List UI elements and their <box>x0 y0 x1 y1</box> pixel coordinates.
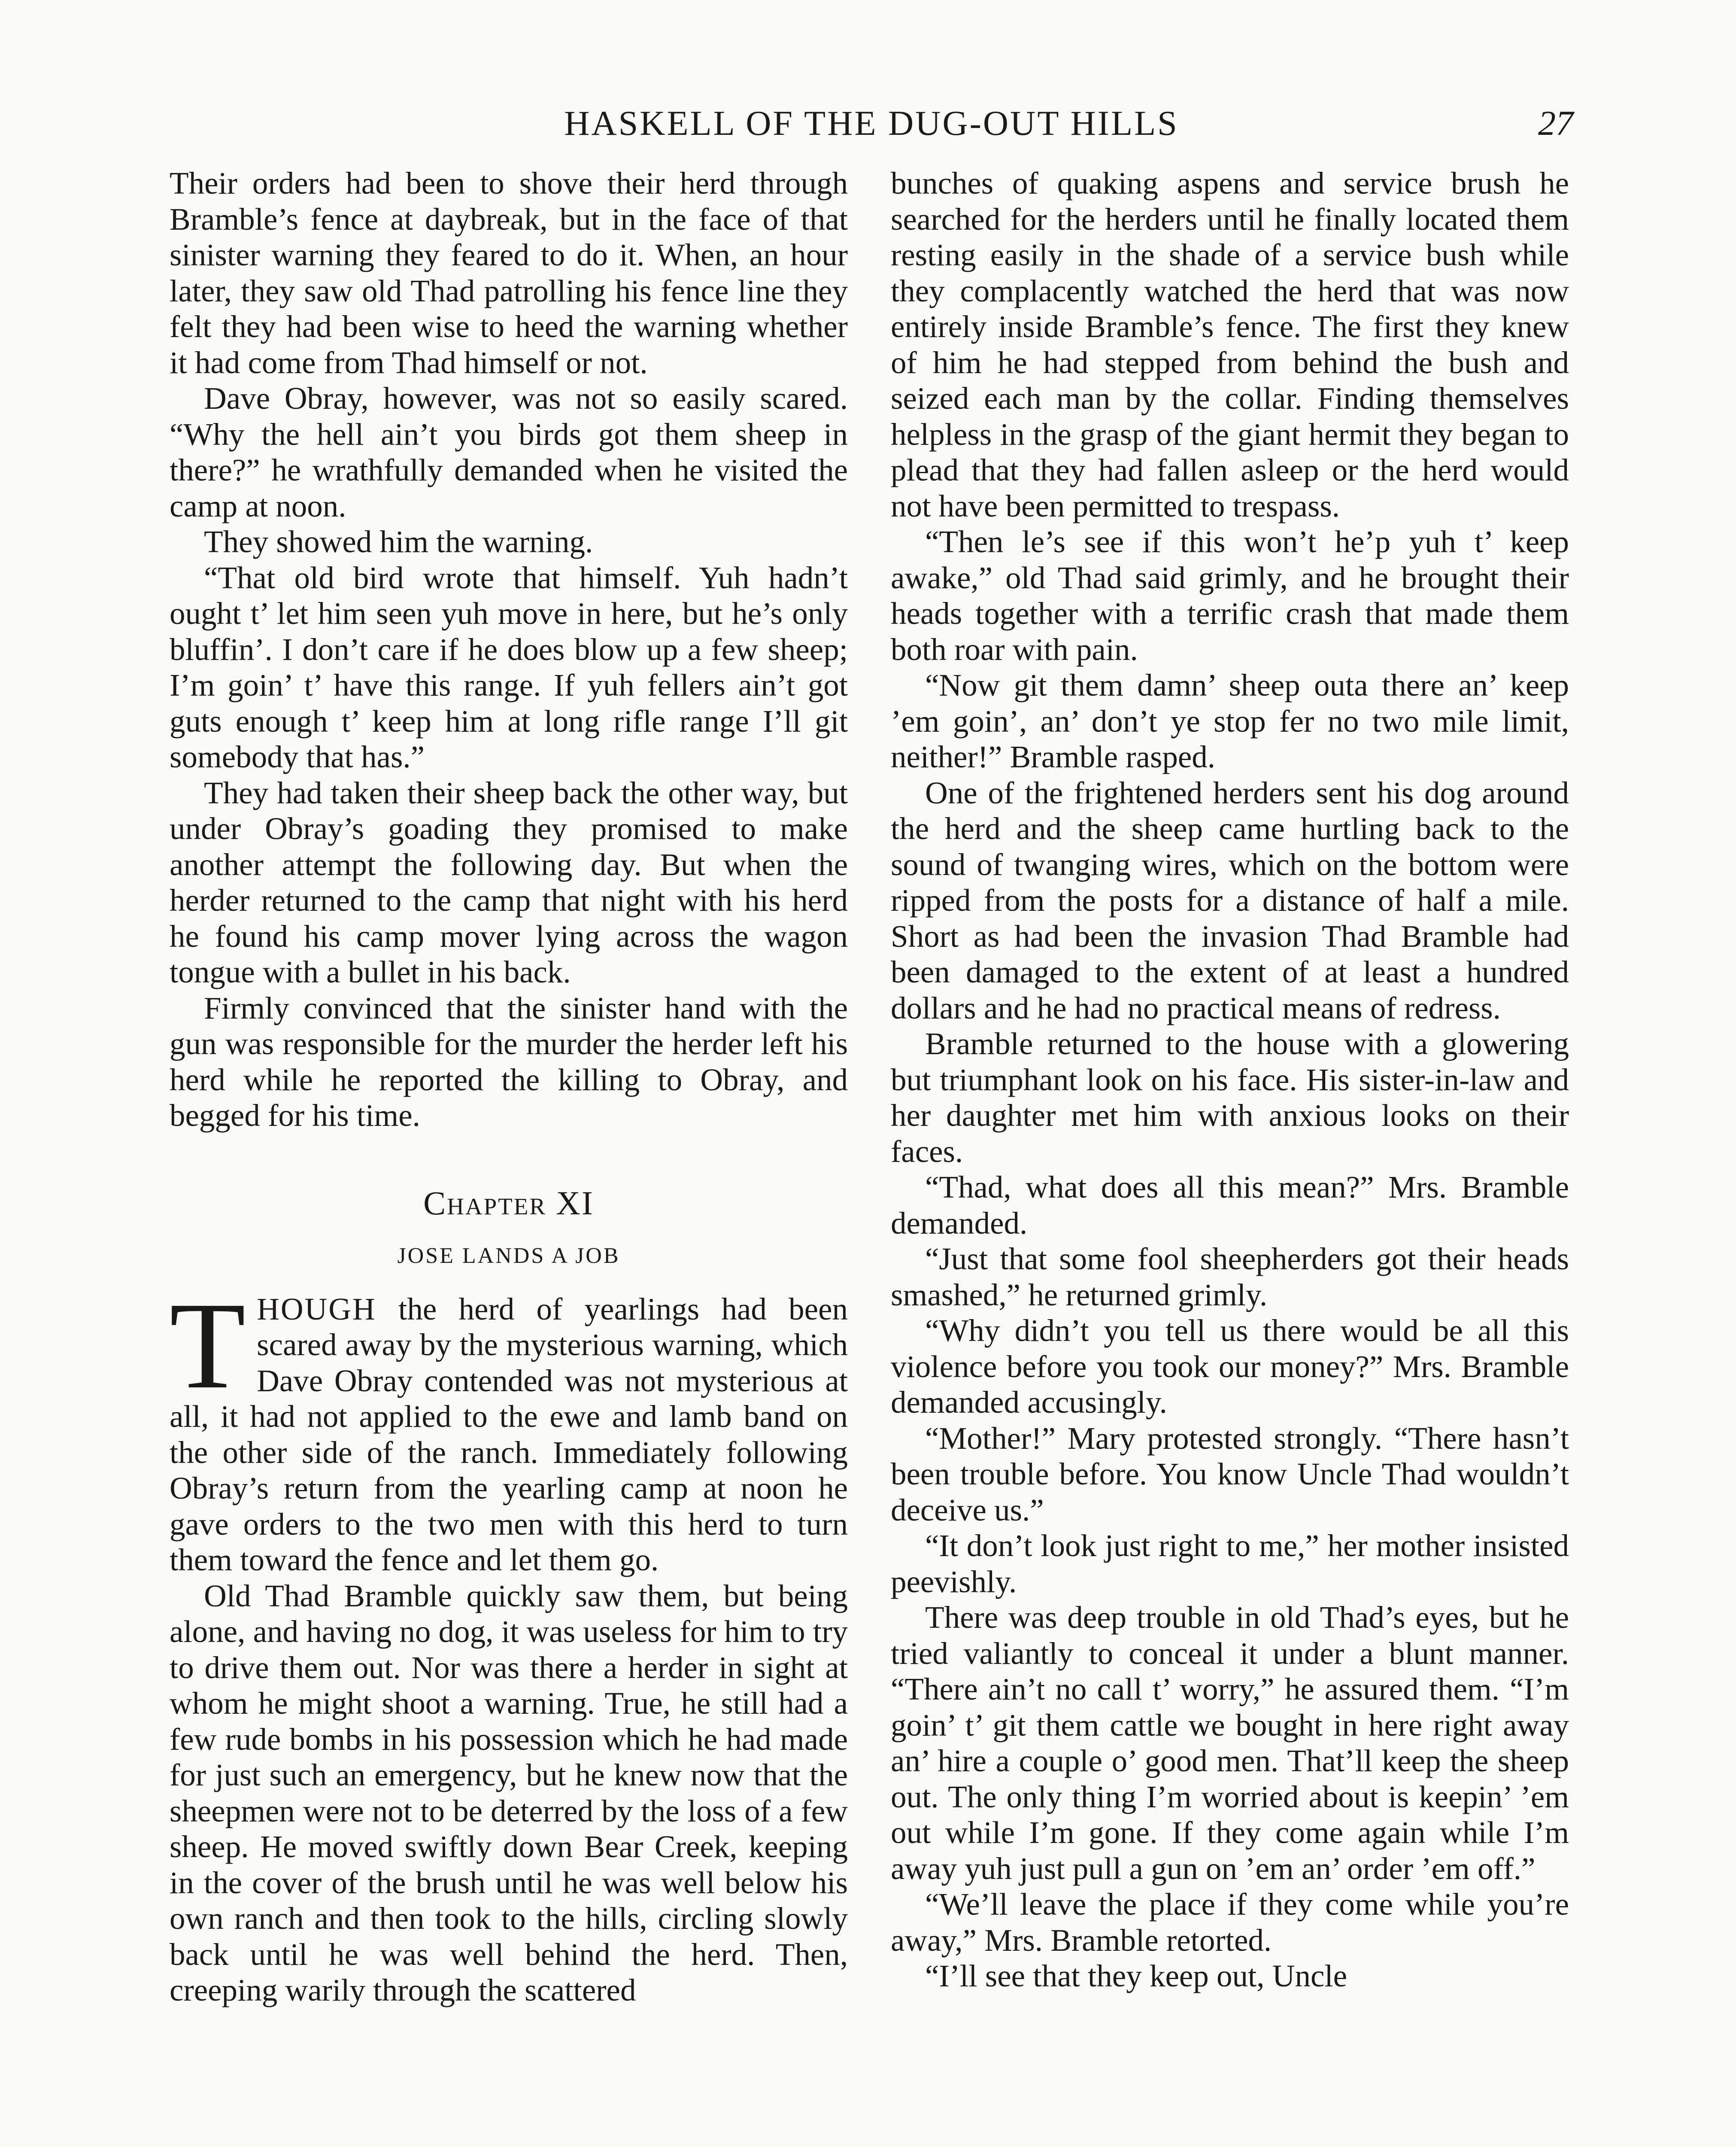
paragraph: “Now git them damn’ sheep outa there an’ keep ’em goin’, an’ don’t ye stop fer no two mile limit, neither!” Bramble rasped. <box>891 668 1569 774</box>
paragraph: Firmly convinced that the sinister hand with the gun was responsible for the murder the herder left his herd while he reported the killing to Obray, and begged for his time. <box>170 990 848 1133</box>
right-column <box>891 165 1569 1994</box>
drop-cap: T <box>170 1276 246 1414</box>
paragraph: “I’ll see that they keep out, Uncle <box>925 1958 1348 1993</box>
paragraph: Old Thad Bramble quickly saw them, but being alone, and having no dog, it was useless for him to try to drive them out. Nor was there a herder in sight at whom he might shoot a warning. True, he still had a few rude bombs in his possession which he had made for just such an emergency, but he knew now that the sheepmen were not to be deterred by the loss of a few sheep. He moved swiftly down Bear Creek, keeping in the cover of the brush until he was well below his own ranch and then took to the hills, circling slowly back until he was well behind the herd. Then, creeping warily through the scattered <box>170 1578 848 2007</box>
paragraph: “Thad, what does all this mean?” Mrs. Bramble demanded. <box>891 1170 1569 1241</box>
paragraph: “Then le’s see if this won’t he’p yuh t’ keep awake,” old Thad said grimly, and he brought their heads together with a terrific crash that made them both roar with pain. <box>891 524 1569 667</box>
paragraph: There was deep trouble in old Thad’s eyes, but he tried valiantly to conceal it under a blunt manner. “There ain’t no call t’ worry,” he assured them. “I’m goin’ t’ git them cattle we bought in here right away an’ hire a couple o’ good men. That’ll keep the sheep out. The only thing I’m worried about is keepin’ ’em out while I’m gone. If they come again while I’m away yuh just pull a gun on ’em an’ order ’em off.” <box>891 1600 1569 1886</box>
paragraph: “It don’t look just right to me,” her mother insisted peevishly. <box>891 1528 1569 1599</box>
paragraph: One of the frightened herders sent his dog around the herd and the sheep came hurtling back to the sound of twanging wires, which on the bottom were ripped from the posts for a distance of half a mile. Short as had been the invasion Thad Bramble had been damaged to the extent of at least a hundred dollars and he had no practical means of redress. <box>891 775 1569 1025</box>
paragraph: bunches of quaking aspens and service brush he searched for the herders until he finally located them resting easily in the shade of a service bush while they complacently watched the herd that was now entirely inside Bramble’s fence. The first they knew of him he had stepped from behind the bush and seized each man by the collar. Finding themselves helpless in the grasp of the giant hermit they began to plead that they had fallen asleep or the herd would not have been permitted to trespass. <box>891 166 1569 523</box>
opening-text: the herd of yearlings had been scared away by the mysterious warning, which Dave Obray contended was not mysterious at all, it had not applied to the ewe and lamb band on the other side of the ranch. Immediately following Obray’s return from the yearling camp at noon he gave orders to the two men with this herd to turn them toward the fence and let them go. <box>170 1291 848 1577</box>
paragraph: “That old bird wrote that himself. Yuh hadn’t ought t’ let him seen yuh move in here, but he’s only bluffin’. I don’t care if he does blow up a few sheep; I’m goin’ t’ have this range. If yuh fellers ain’t got guts enough t’ keep him at long rifle range I’ll git somebody that has.” <box>170 560 848 774</box>
opening-word: HOUGH <box>257 1291 376 1326</box>
page-number: 27 <box>1538 103 1573 143</box>
paragraph: They showed him the warning. <box>204 524 593 559</box>
paragraph: “Mother!” Mary protested strongly. “There hasn’t been trouble before. You know Uncle Thad wouldn’t deceive us.” <box>891 1420 1569 1527</box>
left-column <box>170 165 848 2008</box>
page-header <box>170 103 1573 155</box>
paragraph: They had taken their sheep back the other way, but under Obray’s goading they promised to make another attempt the following day. But when the herder returned to the camp that night with his herd he found his camp mover lying across the wagon tongue with a bullet in his back. <box>170 775 848 989</box>
chapter-opening-paragraph <box>170 1276 848 1578</box>
chapter-title: Chapter XI <box>423 1184 594 1222</box>
running-title: HASKELL OF THE DUG-OUT HILLS <box>564 103 1179 143</box>
paragraph: “Why didn’t you tell us there would be all this violence before you took our money?” Mrs. Bramble demanded accusingly. <box>891 1313 1569 1420</box>
paragraph: Dave Obray, however, was not so easily scared. “Why the hell ain’t you birds got them sheep in there?” he wrathfully demanded when he visited the camp at noon. <box>170 381 848 523</box>
paragraph: Their orders had been to shove their herd through Bramble’s fence at daybreak, but in the face of that sinister warning they feared to do it. When, an hour later, they saw old Thad patrolling his fence line they felt they had been wise to heed the warning whether it had come from Thad himself or not. <box>170 166 848 380</box>
chapter-subtitle: JOSE LANDS A JOB <box>397 1244 620 1268</box>
paragraph: “We’ll leave the place if they come while you’re away,” Mrs. Bramble retorted. <box>891 1887 1569 1958</box>
paragraph: “Just that some fool sheepherders got their heads smashed,” he returned grimly. <box>891 1241 1569 1312</box>
paragraph: Bramble returned to the house with a glowering but triumphant look on his face. His sister-in-law and her daughter met him with anxious looks on their faces. <box>891 1026 1569 1169</box>
